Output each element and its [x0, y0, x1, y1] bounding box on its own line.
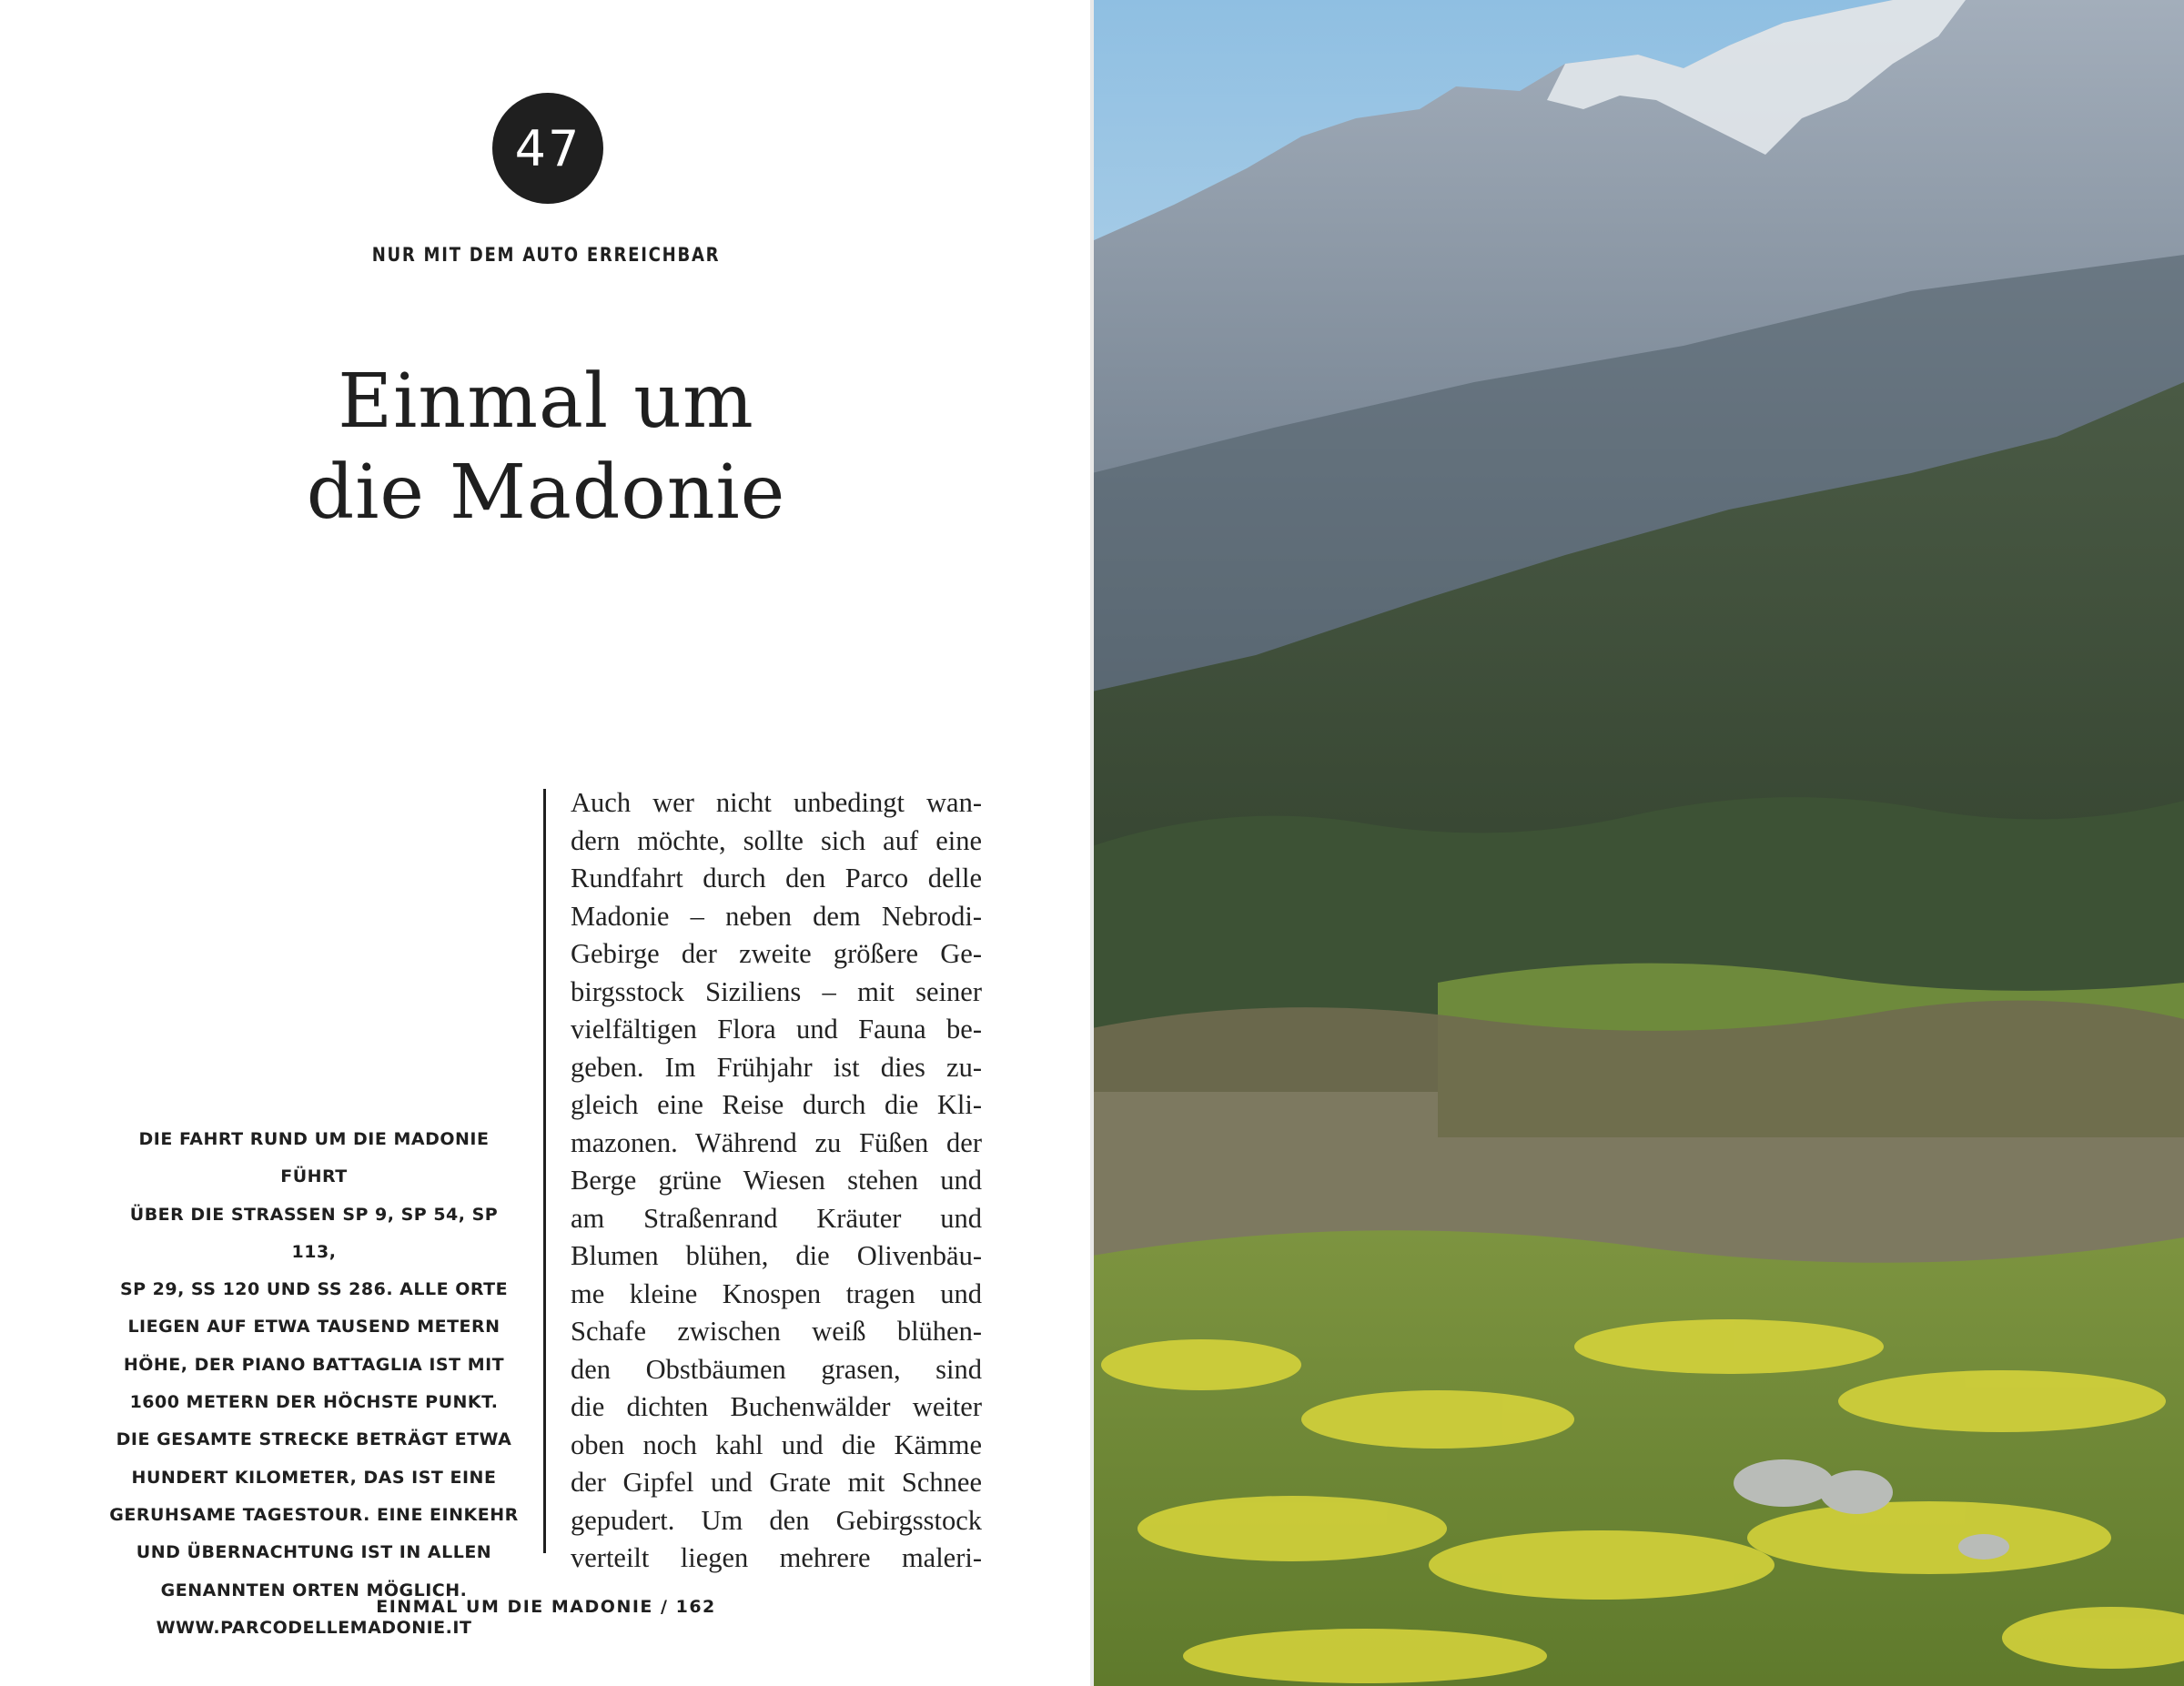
body-line: der Gipfel und Grate mit Schnee [571, 1467, 982, 1498]
sidebar-url-link[interactable]: WWW.PARCODELLEMADONIE.IT [156, 1617, 472, 1638]
landscape-photo [1092, 0, 2184, 1686]
body-line: Gebirge der zweite größere Ge- [571, 938, 982, 969]
foreground-meadow [1092, 1230, 2184, 1686]
body-line: gepudert. Um den Gebirgsstock [571, 1504, 982, 1536]
body-line: gleich eine Reise durch die Kli- [571, 1089, 982, 1120]
body-line: dern möchte, sollte sich auf eine [571, 824, 982, 856]
body-line: am Straßenrand Kräuter und [571, 1202, 982, 1234]
sidebar-line: GENANNTEN ORTEN MÖGLICH. [160, 1580, 468, 1600]
sidebar-line: ÜBER DIE STRASSEN SP 9, SP 54, SP 113, [129, 1204, 499, 1262]
body-line: Auch wer nicht unbedingt wan- [571, 787, 982, 818]
column-divider [543, 789, 546, 1553]
body-line: Rundfahrt durch den Parco delle [571, 863, 982, 893]
sidebar-line: GERUHSAME TAGESTOUR. EINE EINKEHR [109, 1504, 519, 1525]
sidebar-line: LIEGEN AUF ETWA TAUSEND METERN [127, 1317, 500, 1338]
footer-separator: / [661, 1597, 669, 1617]
body-line: birgsstock Siziliens – mit seiner [571, 975, 982, 1007]
body-line: Madonie – neben dem Nebrodi- [571, 900, 982, 932]
body-line: vielfältigen Flora und Fauna be- [571, 1014, 982, 1045]
body-line: Blumen blühen, die Olivenbäu- [571, 1240, 982, 1271]
body-line: die dichten Buchenwälder weiter [571, 1391, 982, 1422]
sidebar-line: UND ÜBERNACHTUNG IST IN ALLEN [136, 1542, 492, 1563]
body-line: me kleine Knospen tragen und [571, 1277, 982, 1309]
sidebar-line: DIE FAHRT RUND UM DIE MADONIE FÜHRT [138, 1129, 490, 1187]
footer-section-title: EINMAL UM DIE MADONIE [376, 1597, 653, 1617]
title-line-1: Einmal um [338, 358, 754, 445]
bare-trees-band [1092, 1001, 2184, 1274]
book-gutter [1090, 0, 1094, 1686]
chapter-kicker: NUR MIT DEM AUTO ERREICHBAR [371, 244, 721, 266]
body-line: Schafe zwischen weiß blühen- [571, 1316, 982, 1347]
body-line: verteilt liegen mehrere maleri- [571, 1542, 982, 1573]
sidebar-line: HUNDERT KILOMETER, DAS IST EINE [131, 1467, 497, 1488]
body-text [571, 784, 982, 1578]
sidebar-line: 1600 METERN DER HÖCHSTE PUNKT. [129, 1392, 499, 1413]
body-line: Berge grüne Wiesen stehen und [571, 1165, 982, 1196]
page-footer [0, 1597, 1092, 1617]
body-line: den Obstbäumen grasen, sind [571, 1353, 982, 1385]
body-line: mazonen. Während zu Füßen der [571, 1126, 982, 1158]
page-title [0, 357, 1092, 539]
sidebar-line: HÖHE, DER PIANO BATTAGLIA IST MIT [123, 1354, 505, 1375]
body-line: geben. Im Frühjahr ist dies zu- [571, 1051, 982, 1083]
sidebar-note [109, 1121, 519, 1647]
title-line-2: die Madonie [306, 449, 786, 536]
body-line: oben noch kahl und die Kämme [571, 1429, 982, 1460]
footer-page-number: 162 [675, 1597, 716, 1617]
sidebar-line: SP 29, SS 120 UND SS 286. ALLE ORTE [119, 1279, 509, 1300]
chapter-number-badge: 47 [492, 93, 603, 204]
sidebar-line: DIE GESAMTE STRECKE BETRÄGT ETWA [116, 1429, 512, 1450]
landscape-illustration [1092, 0, 2184, 1686]
